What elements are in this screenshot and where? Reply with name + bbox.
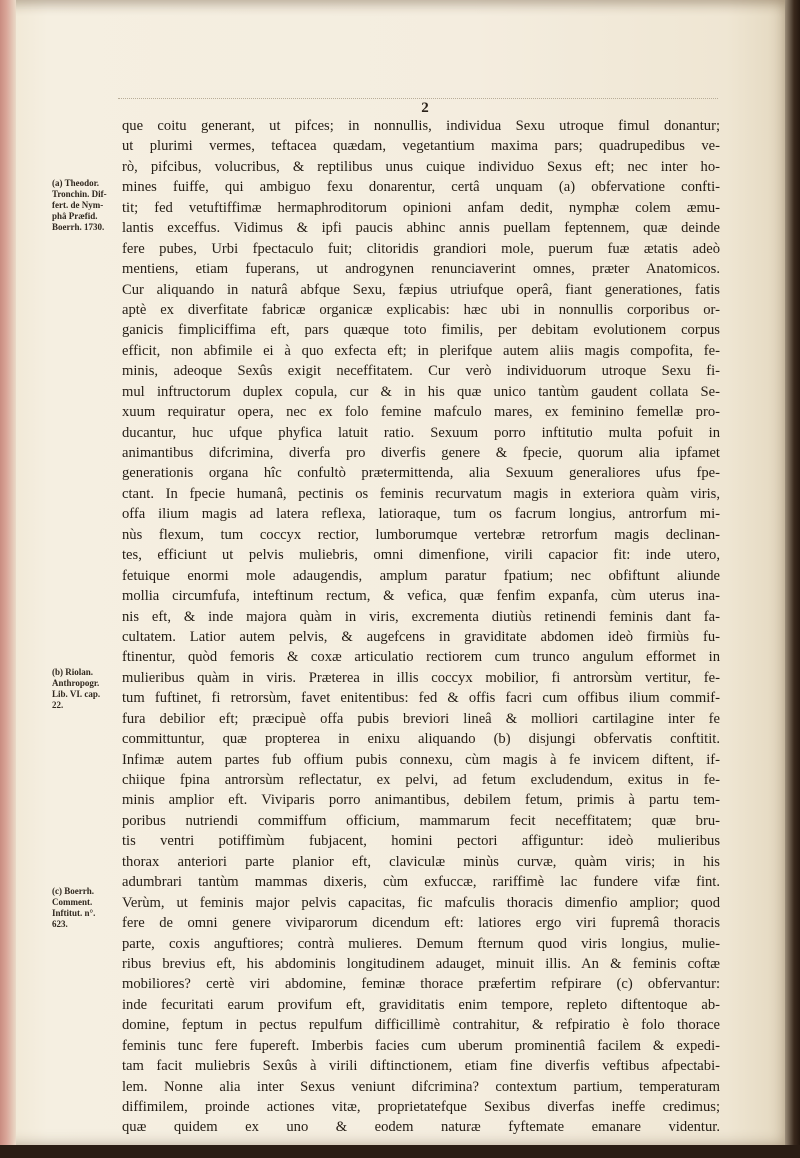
text-line: tes, efficiunt ut pelvis muliebris, omni dimenfione, virili capacior fit: inde utero, <box>122 547 720 564</box>
text-line: tum fuftinet, fi retrorsùm, favet enitentibus: fed & offis facri cum offibus ilium commif- <box>122 690 720 707</box>
margin-note-line: Boerrh. 1730. <box>52 222 105 232</box>
text-line: animantibus difcrimina, diverfa pro diverfis genere & fpecie, quorum alia ipfamet <box>122 445 720 461</box>
margin-note-line: fert. de Nym- <box>52 200 104 210</box>
text-line: lem. Nonne alia inter Sexus veniunt difcrimina? contextum partium, temperaturam <box>122 1078 720 1095</box>
page-edge-left <box>0 0 16 1145</box>
text-line: mobiliores? certè viri abdomine, feminæ thorace præfertim refpirare (c) obfervantur: <box>122 976 720 993</box>
margin-note-line: Lib. VI. cap. <box>52 689 101 699</box>
text-line: minis amplior eft. Viviparis porro animantibus, debilem fetum, primis à partu tem- <box>122 792 720 809</box>
text-line: generationis organa hîc confultò prætermittenda, alia Sexuum generaliores ufus fpe- <box>122 465 720 482</box>
text-line: que coitu generant, ut pifces; in nonnullis, individua Sexu utroque fimul donantur; <box>122 118 720 134</box>
text-line: mollia circumfufa, inteftinum rectum, & vefica, quæ fenfim expanfa, cùm uterus ina- <box>122 588 720 605</box>
text-line: mul inftructorum duplex copula, cur & in his quæ unico tantùm gaudent collata Se- <box>122 383 720 400</box>
margin-note-b <box>52 667 120 711</box>
text-line: fere pubes, Urbi fpectaculo fuit; clitoridis grandiori mole, puerum fuæ ætatis adeò <box>122 240 720 257</box>
text-line: adumbrari tantùm mammas dixeris, cùm exfuccæ, rariffimè lac fundere vifæ fint. <box>122 874 720 891</box>
text-line: efficit, non abfimile ei à quo exfecta eft; in plerifque autem aliis magis compofita, fe- <box>122 342 720 359</box>
text-line: fere de omni genere viviparorum dicendum eft: latiores ergo viri fupremâ thoracis <box>122 915 720 932</box>
margin-note-line: Tronchin. Dif- <box>52 189 107 199</box>
text-line: Cur aliquando in naturâ abfque Sexu, fæpius utriufque operâ, fiant generationes, fatis <box>122 281 720 298</box>
page-number: 2 <box>421 100 429 116</box>
text-line: chiique fpina antrorsùm reflectatur, ex pelvi, ad fetum excludendum, exitus in fe- <box>122 772 720 788</box>
text-line: fetuique enormi mole adaugendis, amplum paratur fpatium; nec obfiftunt aliunde <box>122 567 720 584</box>
margin-note-c <box>52 886 120 930</box>
text-line-last <box>122 1138 720 1158</box>
text-line: minis, adeoque Sexûs exigit neceffitatem. Cur verò individuorum utroque Sexu fi- <box>122 363 720 380</box>
text-line: fura debilior eft; præcipuè offa pubis breviori lineâ & molliori cartilagine inter fe <box>122 710 720 727</box>
body-text <box>122 116 720 1158</box>
margin-note-line: Inftitut. n°. <box>52 908 96 918</box>
text-line: nis eft, & inde majora quàm in viris, excrementa diutiùs retinendi feminis dant fa- <box>122 608 720 625</box>
text-line: ribus brevius eft, his abdominis longitudinem adauget, minuit illis. An & feminis coftæ <box>122 955 720 972</box>
text-line: Verùm, ut feminis major pelvis capacitas, fic mafculis thoracis dimenfio amplior; quod <box>122 894 720 911</box>
text-line: mulieribus quàm in viris. Præterea in illis coccyx mobilior, fi antrorsùm vertitur, fe- <box>122 669 720 686</box>
text-line: mines fuiffe, qui ambiguo fexu donarentur, certâ unquam (a) obfervatione confti- <box>122 179 720 196</box>
text-line: offa ilium magis ad latera reflexa, latioraque, tum os facrum longius, antrorfum mi- <box>122 506 720 523</box>
margin-note-a <box>52 178 120 233</box>
margin-note-line: phâ Præfid. <box>52 211 98 221</box>
text-line: poribus nutriendi commiffum officium, mammarum fecit neceffitatem; quæ bru- <box>122 812 720 829</box>
text-line: mentiens, etiam fuperans, ut androgynen renunciaverint omnes, præter Anatomicos. <box>122 261 720 278</box>
text-line: ctant. In fpecie humanâ, pectinis os feminis recurvatum magis in exteriora quàm viris, <box>122 485 720 502</box>
text-line: rò, pifcibus, volucribus, & reptilibus unus cuique individuo Sexus eft; nec inter ho- <box>122 158 720 175</box>
text-line: aptè ex diverfitate fabricæ organicæ explicabis: hæc ubi in nonnullis corporibus or- <box>122 301 720 318</box>
text-line: tis ventri potiffimùm fubjacent, homini pectori affiguntur: ideò mulieribus <box>122 833 720 850</box>
text-line: xuum requiratur opera, nec ex folo femine mafculo mares, ex feminino femellæ pro- <box>122 404 720 421</box>
text-line: lantis exceffus. Vidimus & ipfi paucis abhinc annis puellam feptennem, quæ deinde <box>122 220 720 237</box>
text-line: nùs flexum, tum coccyx rectior, lumborumque vertebræ retrorfum magis declinan- <box>122 526 720 543</box>
text-line: tit; fed vetuftiffimæ hermaphroditorum opinioni anfam dedit, nymphæ colem æmu- <box>122 199 720 216</box>
margin-note-line: (c) Boerrh. <box>52 886 94 896</box>
text-line: feminis tunc fere fupereft. Imberbis facies cum uberum prominentiâ facilem & expedi- <box>122 1037 720 1054</box>
text-line: ftinentur, quòd femoris & coxæ articulatio rectiorem cum trunco angulum efformet in <box>122 649 720 666</box>
text-line: quæ quidem ex uno & eodem naturæ fyftemate emanare videntur. <box>122 1119 720 1136</box>
margin-note-line: 22. <box>52 700 64 710</box>
text-line: tam facit muliebris Sexûs à virili diftinctionem, etiam fine diverfis veftibus afpectabi- <box>122 1058 720 1075</box>
text-line: Infimæ autem partes fub offium pubis connexu, cùm magis à fe invicem diftent, if- <box>122 751 720 768</box>
text-line: ut plurimi vermes, teftacea quædam, vegetantium maxima pars; quadrupedibus ve- <box>122 138 720 155</box>
text-line: inde fecuritati earum provifum eft, graviditatis enim tempore, repleto diftentoque ab- <box>122 996 720 1013</box>
text-line: ducantur, huc ufque phyfica latuit ratio. Sexuum porro inftitutio multa pofuit in <box>122 424 720 441</box>
margin-note-line: (a) Theodor. <box>52 178 100 188</box>
text-line: cultatem. Latior autem pelvis, & augefcens in graviditate abdomen ideò firmiùs fu- <box>122 628 720 645</box>
text-line: diffimilem, proinde actiones vitæ, proprietatefque Sexibus diverfas ineffe credimus; <box>122 1099 720 1115</box>
text-line: committuntur, quæ propterea in enixu aliquando (b) disjungi obfervatis conftitit. <box>122 731 720 748</box>
margin-note-line: (b) Riolan. <box>52 667 94 677</box>
header-rule <box>118 98 718 99</box>
margin-note-line: 623. <box>52 919 68 929</box>
text-line: ganicis fimpliciffima eft, pars quæque toto fimilis, per debitam evolutionem corpus <box>122 322 720 339</box>
text-line: domine, feptum in pectus repulfum difficillimè contrahitur, & refpiratio è folo thorace <box>122 1017 720 1034</box>
margin-note-line: Comment. <box>52 897 93 907</box>
book-binding-shadow <box>785 0 800 1145</box>
margin-note-line: Anthropogr. <box>52 678 100 688</box>
text-line: thorax anteriori parte planior eft, claviculæ minùs curvæ, quàm viris; in his <box>122 853 720 870</box>
text-line: parte, coxis anguftiores; contrà mulieres. Demum fternum quod viris longius, mulie- <box>122 935 720 952</box>
